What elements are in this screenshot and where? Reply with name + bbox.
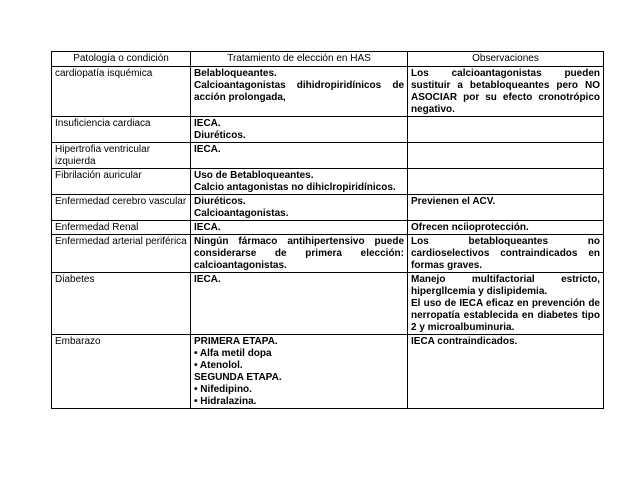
condition-cell: cardiopatía isquémica <box>52 67 191 117</box>
header-treatment: Tratamiento de elección en HAS <box>191 52 408 67</box>
header-condition: Patología o condición <box>52 52 191 67</box>
treatment-line: IECA. <box>194 144 221 155</box>
treatment-cell <box>191 195 408 221</box>
treatment-cell <box>191 169 408 195</box>
table-row <box>52 143 604 169</box>
treatment-line: SEGUNDA ETAPA. <box>194 372 282 383</box>
treatment-cell <box>191 273 408 335</box>
treatment-line: Uso de Betabloqueantes. <box>194 170 314 181</box>
notes-line: El uso de IECA eficaz en prevención de nerropatía establecida en diabetes tipo 2 y microalbuminuria. <box>411 298 600 333</box>
table-row <box>52 169 604 195</box>
treatment-line: IECA. <box>194 274 221 285</box>
header-notes: Observaciones <box>408 52 604 67</box>
treatment-line: • Alfa metil dopa <box>194 348 272 359</box>
hypertension-treatment-table <box>51 51 604 409</box>
treatment-line: IECA. <box>194 222 221 233</box>
treatment-line: Diuréticos. <box>194 196 246 207</box>
notes-cell: Ofrecen ncíioprotección. <box>408 221 604 235</box>
table-row <box>52 335 604 409</box>
treatment-line: Calcioantagonistas. <box>194 208 289 219</box>
condition-cell: Fibrilación auricular <box>52 169 191 195</box>
notes-line: Manejo multifactorial estricto, hipergllcemia y dislipidemia. <box>411 274 600 297</box>
treatment-line: • Nifedipino. <box>194 384 252 395</box>
treatment-line: • Hidralazina. <box>194 396 257 407</box>
treatment-line: IECA. <box>194 118 221 129</box>
table-row <box>52 117 604 143</box>
treatment-line: Diuréticos. <box>194 130 246 141</box>
notes-cell <box>408 143 604 169</box>
condition-cell: Enfermedad cerebro vascular <box>52 195 191 221</box>
notes-cell: IECA contraindicados. <box>408 335 604 409</box>
notes-cell: Los betabloqueantes no cardioselectivos contraindicados en formas graves. <box>408 235 604 273</box>
treatment-cell <box>191 221 408 235</box>
condition-cell: Hipertrofia ventricular izquierda <box>52 143 191 169</box>
treatment-cell <box>191 335 408 409</box>
condition-cell: Embarazo <box>52 335 191 409</box>
treatment-cell <box>191 117 408 143</box>
condition-cell: Enfermedad Renal <box>52 221 191 235</box>
notes-cell: Previenen el ACV. <box>408 195 604 221</box>
condition-cell: Enfermedad arterial periférica <box>52 235 191 273</box>
header-row <box>52 52 604 67</box>
notes-cell <box>408 273 604 335</box>
treatment-line: Calcio antagonistas no dihiclropiridínicos. <box>194 182 396 193</box>
treatment-cell: Ningún fármaco antihipertensivo puede considerarse de primera elección: calcioantagonistas. <box>191 235 408 273</box>
table-row <box>52 195 604 221</box>
notes-cell <box>408 117 604 143</box>
table-row <box>52 235 604 273</box>
treatment-line: Belabloqueantes. <box>194 68 277 79</box>
condition-cell: Insuficiencia cardiaca <box>52 117 191 143</box>
table-row <box>52 67 604 117</box>
treatment-cell <box>191 67 408 117</box>
treatment-line: • Atenolol. <box>194 360 243 371</box>
treatment-line: PRIMERA ETAPA. <box>194 336 278 347</box>
notes-cell <box>408 169 604 195</box>
treatment-line: Calcioantagonistas dihidropiridínicos de acción prolongada, <box>194 80 404 103</box>
condition-cell: Diabetes <box>52 273 191 335</box>
notes-cell: Los calcioantagonistas pueden sustituir a betabloqueantes pero NO ASOCIAR por su efecto cronotrópico negativo. <box>408 67 604 117</box>
table-row <box>52 221 604 235</box>
table-row <box>52 273 604 335</box>
treatment-cell <box>191 143 408 169</box>
